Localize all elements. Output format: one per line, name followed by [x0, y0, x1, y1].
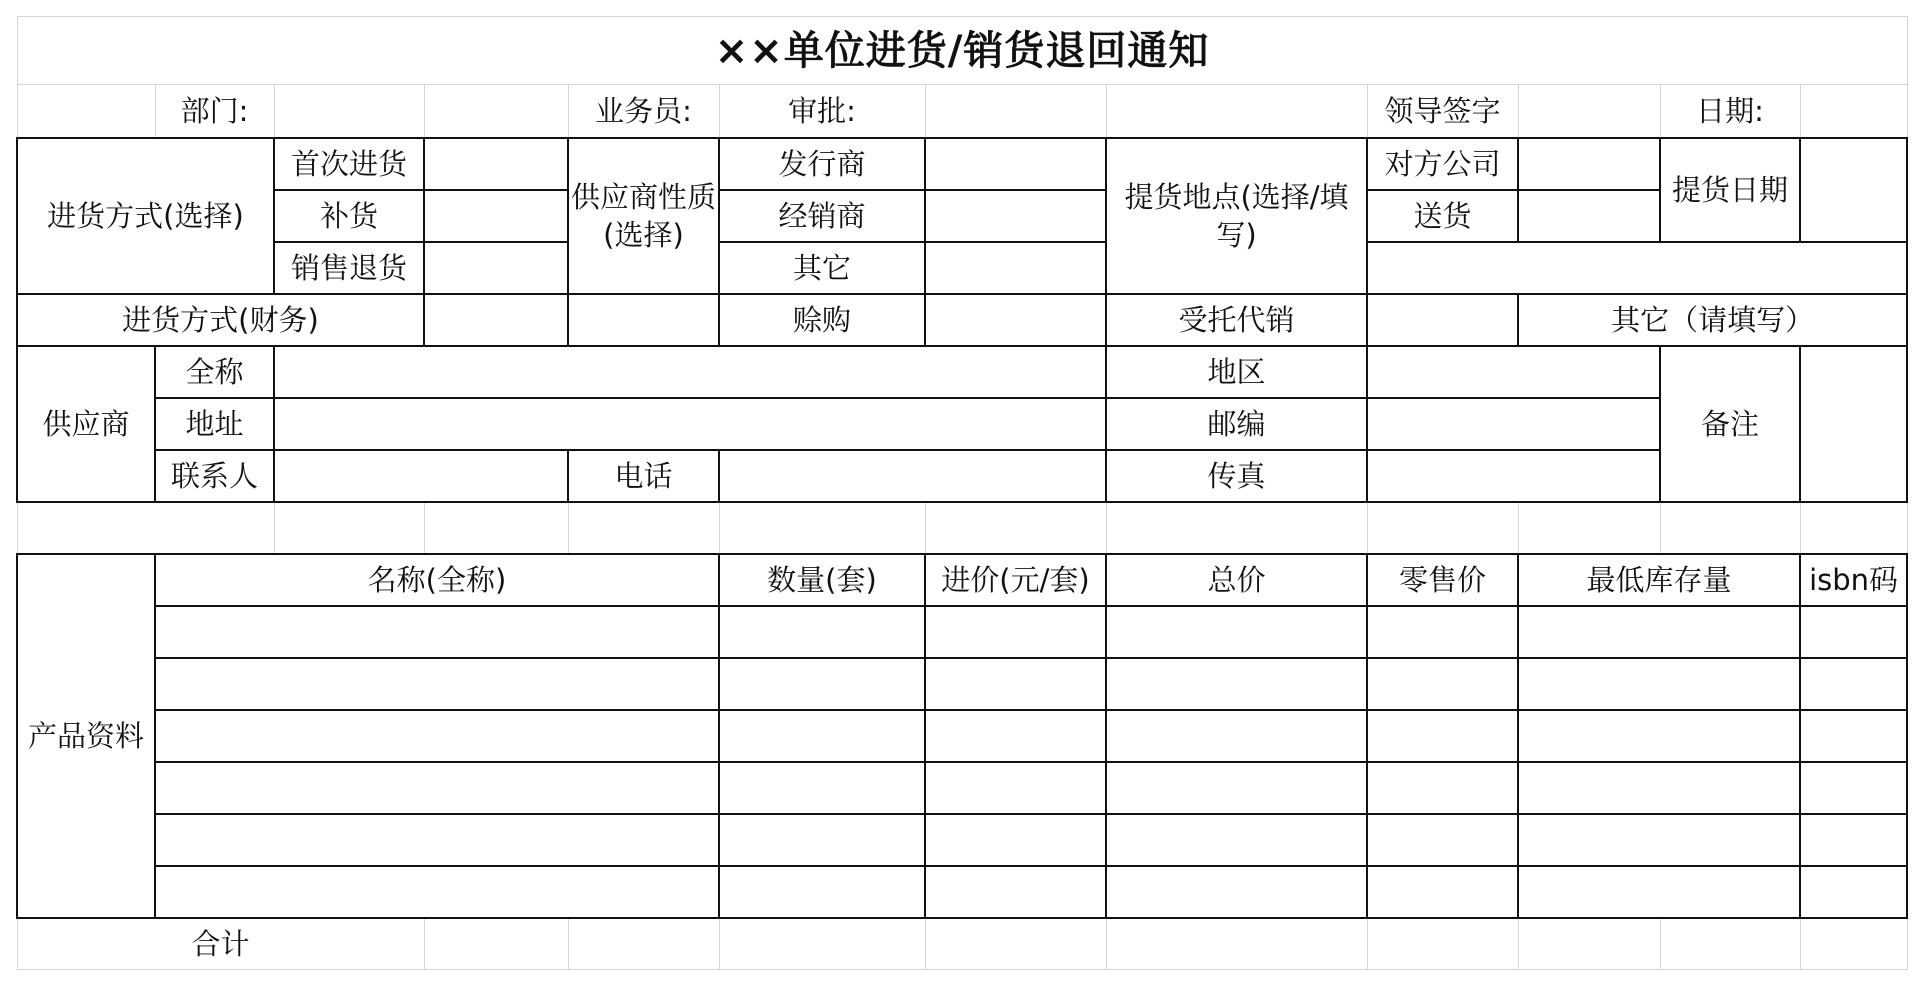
department-label: 部门:: [155, 85, 274, 138]
cell[interactable]: [1518, 918, 1660, 970]
fax-label: 传真: [1106, 450, 1367, 502]
checkbox-cell[interactable]: [925, 242, 1106, 294]
leader-signature-label: 领导签字: [1367, 85, 1518, 138]
product-header-row: [17, 554, 1907, 606]
column-header-name: 名称(全称): [155, 554, 719, 606]
purchase-method-row-1: [17, 138, 1907, 190]
retail-price-cell[interactable]: [1367, 606, 1518, 658]
fax-input-cell[interactable]: [1367, 450, 1660, 502]
region-input-cell[interactable]: [1367, 346, 1660, 398]
cell[interactable]: [1518, 85, 1660, 138]
checkbox-cell[interactable]: [1518, 138, 1660, 190]
cell[interactable]: [1660, 918, 1800, 970]
checkbox-cell[interactable]: [925, 190, 1106, 242]
retail-price-cell[interactable]: [1367, 814, 1518, 866]
department-value-cell[interactable]: [274, 85, 424, 138]
pickup-date-value-cell[interactable]: [1800, 138, 1907, 242]
supplier-nature-label: 供应商性质(选择): [568, 138, 719, 294]
purchase-price-cell[interactable]: [925, 814, 1106, 866]
region-label: 地区: [1106, 346, 1367, 398]
column-header-retail-price: 零售价: [1367, 554, 1518, 606]
title-row: [17, 17, 1907, 85]
quantity-cell[interactable]: [719, 762, 925, 814]
table-row: [17, 606, 1907, 658]
postcode-label: 邮编: [1106, 398, 1367, 450]
cell[interactable]: [568, 918, 719, 970]
full-name-input-cell[interactable]: [274, 346, 1106, 398]
option-publisher: 发行商: [719, 138, 925, 190]
cell[interactable]: [424, 918, 568, 970]
table-row: [17, 866, 1907, 918]
cell[interactable]: [719, 918, 925, 970]
cell[interactable]: [1800, 918, 1907, 970]
supplier-label: 供应商: [17, 346, 155, 502]
retail-price-cell[interactable]: [1367, 762, 1518, 814]
retail-price-cell[interactable]: [1367, 866, 1518, 918]
approval-value-cell[interactable]: [925, 85, 1106, 138]
pickup-address-input-cell[interactable]: [1367, 242, 1907, 294]
address-label: 地址: [155, 398, 274, 450]
quantity-cell[interactable]: [719, 710, 925, 762]
cell[interactable]: [424, 502, 568, 554]
checkbox-cell[interactable]: [424, 190, 568, 242]
supplier-row-2: [17, 398, 1907, 450]
purchase-price-cell[interactable]: [925, 866, 1106, 918]
cell[interactable]: [274, 502, 424, 554]
remarks-label: 备注: [1660, 346, 1800, 502]
purchase-price-cell[interactable]: [925, 658, 1106, 710]
option-first-purchase: 首次进货: [274, 138, 424, 190]
cell[interactable]: [17, 502, 274, 554]
purchase-price-cell[interactable]: [925, 606, 1106, 658]
column-header-total-price: 总价: [1106, 554, 1367, 606]
contact-input-cell[interactable]: [274, 450, 568, 502]
product-name-cell[interactable]: [155, 866, 719, 918]
table-row: [17, 814, 1907, 866]
cell[interactable]: [568, 294, 719, 346]
cell[interactable]: [1518, 502, 1660, 554]
cell[interactable]: [925, 918, 1106, 970]
total-label: 合计: [17, 918, 424, 970]
pickup-location-label: 提货地点(选择/填写): [1106, 138, 1367, 294]
table-row: [17, 658, 1907, 710]
column-header-purchase-price: 进价(元/套): [925, 554, 1106, 606]
cell[interactable]: [1660, 502, 1800, 554]
option-counterparty: 对方公司: [1367, 138, 1518, 190]
checkbox-cell[interactable]: [424, 294, 568, 346]
option-distributor: 经销商: [719, 190, 925, 242]
product-name-cell[interactable]: [155, 658, 719, 710]
remarks-input-cell[interactable]: [1800, 346, 1907, 502]
cell[interactable]: [424, 85, 568, 138]
address-input-cell[interactable]: [274, 398, 1106, 450]
purchase-price-cell[interactable]: [925, 762, 1106, 814]
product-name-cell[interactable]: [155, 814, 719, 866]
column-header-isbn: isbn码: [1800, 554, 1907, 606]
isbn-cell[interactable]: [1800, 866, 1907, 918]
product-name-cell[interactable]: [155, 710, 719, 762]
cell[interactable]: [568, 502, 719, 554]
isbn-cell[interactable]: [1800, 606, 1907, 658]
purchase-price-cell[interactable]: [925, 710, 1106, 762]
quantity-cell[interactable]: [719, 814, 925, 866]
cell[interactable]: [719, 502, 925, 554]
isbn-cell[interactable]: [1800, 814, 1907, 866]
option-consignment: 受托代销: [1106, 294, 1367, 346]
form-title: ××单位进货/销货退回通知: [17, 17, 1907, 85]
product-name-cell[interactable]: [155, 606, 719, 658]
min-stock-cell[interactable]: [1518, 710, 1800, 762]
checkbox-cell[interactable]: [424, 242, 568, 294]
total-price-cell[interactable]: [1106, 606, 1367, 658]
checkbox-cell[interactable]: [1518, 190, 1660, 242]
min-stock-cell[interactable]: [1518, 814, 1800, 866]
finance-method-label: 进货方式(财务): [17, 294, 424, 346]
phone-input-cell[interactable]: [719, 450, 1106, 502]
cell[interactable]: [1106, 85, 1367, 138]
cell[interactable]: [1106, 918, 1367, 970]
min-stock-cell[interactable]: [1518, 762, 1800, 814]
approval-label: 审批:: [719, 85, 925, 138]
cell[interactable]: [1106, 502, 1367, 554]
date-label: 日期:: [1660, 85, 1800, 138]
spacer-row: [17, 502, 1907, 554]
total-price-cell[interactable]: [1106, 814, 1367, 866]
retail-price-cell[interactable]: [1367, 710, 1518, 762]
checkbox-cell[interactable]: [1367, 294, 1518, 346]
column-header-min-stock: 最低库存量: [1518, 554, 1800, 606]
cell[interactable]: [17, 85, 155, 138]
cell[interactable]: [925, 502, 1106, 554]
cell[interactable]: [1367, 502, 1518, 554]
isbn-cell[interactable]: [1800, 762, 1907, 814]
contact-label: 联系人: [155, 450, 274, 502]
finance-method-row: [17, 294, 1907, 346]
checkbox-cell[interactable]: [925, 138, 1106, 190]
min-stock-cell[interactable]: [1518, 606, 1800, 658]
table-row: [17, 762, 1907, 814]
checkbox-cell[interactable]: [925, 294, 1106, 346]
purchase-method-row-2: [17, 190, 1907, 242]
product-name-cell[interactable]: [155, 762, 719, 814]
date-value-cell[interactable]: [1800, 85, 1907, 138]
total-price-cell[interactable]: [1106, 762, 1367, 814]
product-section-label: 产品资料: [17, 554, 155, 918]
phone-label: 电话: [568, 450, 719, 502]
total-price-cell[interactable]: [1106, 658, 1367, 710]
full-name-label: 全称: [155, 346, 274, 398]
supplier-row-1: [17, 346, 1907, 398]
header-info-row: [17, 85, 1907, 138]
cell[interactable]: [1800, 502, 1907, 554]
column-header-quantity: 数量(套): [719, 554, 925, 606]
option-sales-return: 销售退货: [274, 242, 424, 294]
total-price-cell[interactable]: [1106, 710, 1367, 762]
min-stock-cell[interactable]: [1518, 866, 1800, 918]
return-notice-form: [16, 16, 1908, 970]
total-price-cell[interactable]: [1106, 866, 1367, 918]
isbn-cell[interactable]: [1800, 658, 1907, 710]
isbn-cell[interactable]: [1800, 710, 1907, 762]
option-other-fill: 其它（请填写）: [1518, 294, 1907, 346]
total-row: [17, 918, 1907, 970]
purchase-method-row-3: [17, 242, 1907, 294]
option-restock: 补货: [274, 190, 424, 242]
salesperson-label: 业务员:: [568, 85, 719, 138]
supplier-row-3: [17, 450, 1907, 502]
option-other: 其它: [719, 242, 925, 294]
retail-price-cell[interactable]: [1367, 658, 1518, 710]
purchase-method-label: 进货方式(选择): [17, 138, 274, 294]
table-row: [17, 710, 1907, 762]
pickup-date-label: 提货日期: [1660, 138, 1800, 242]
option-credit-purchase: 赊购: [719, 294, 925, 346]
checkbox-cell[interactable]: [424, 138, 568, 190]
quantity-cell[interactable]: [719, 866, 925, 918]
cell[interactable]: [1367, 918, 1518, 970]
quantity-cell[interactable]: [719, 658, 925, 710]
option-delivery: 送货: [1367, 190, 1518, 242]
postcode-input-cell[interactable]: [1367, 398, 1660, 450]
quantity-cell[interactable]: [719, 606, 925, 658]
min-stock-cell[interactable]: [1518, 658, 1800, 710]
